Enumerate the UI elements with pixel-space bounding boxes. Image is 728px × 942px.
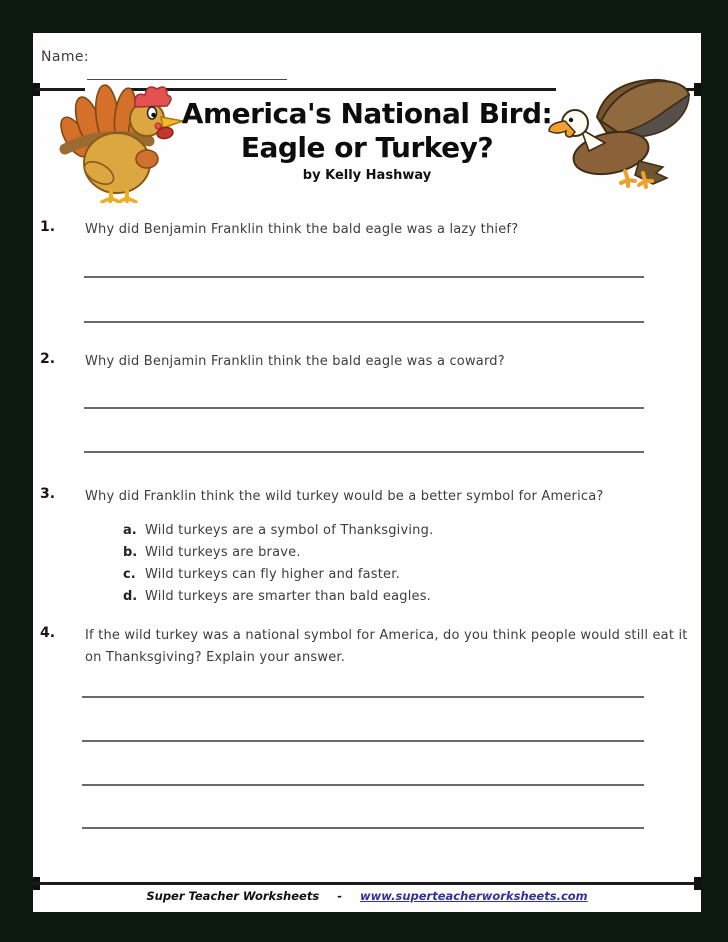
choice-c-text: Wild turkeys can fly higher and faster. — [145, 567, 400, 582]
page-title-line1: America's National Bird: — [181, 97, 553, 130]
title-block — [133, 97, 601, 183]
name-label: Name: — [41, 49, 90, 65]
answer-line — [84, 407, 644, 409]
footer-rule — [33, 882, 701, 885]
answer-line — [82, 696, 644, 698]
worksheet-sheet — [33, 33, 701, 912]
answer-line — [84, 451, 644, 453]
choice-a-text: Wild turkeys are a symbol of Thanksgiving. — [145, 523, 434, 538]
footer-separator: - — [337, 889, 342, 903]
question-4-number: 4. — [40, 625, 56, 641]
choice-a-letter: a. — [123, 523, 137, 538]
footer-brand: Super Teacher Worksheets — [146, 889, 320, 903]
question-2-text: Why did Benjamin Franklin think the bald eagle was a coward? — [85, 354, 505, 369]
choice-b-text: Wild turkeys are brave. — [145, 545, 301, 560]
answer-line — [84, 276, 644, 278]
header-rule-right-cap — [694, 83, 701, 96]
question-1-number: 1. — [40, 219, 56, 235]
footer-url-link[interactable]: www.superteacherworksheets.com — [359, 889, 588, 903]
answer-line — [84, 321, 644, 323]
choice-c-letter: c. — [123, 567, 136, 582]
answer-line — [82, 784, 644, 786]
question-3-text: Why did Franklin think the wild turkey would be a better symbol for America? — [85, 489, 604, 504]
answer-line — [82, 740, 644, 742]
choice-d-text: Wild turkeys are smarter than bald eagles. — [145, 589, 432, 604]
choice-b-letter: b. — [123, 545, 138, 560]
question-1-text: Why did Benjamin Franklin think the bald eagle was a lazy thief? — [85, 222, 519, 237]
page-title-line2: Eagle or Turkey? — [240, 131, 494, 164]
byline: by Kelly Hashway — [302, 168, 432, 183]
footer — [33, 889, 701, 903]
question-4-text: If the wild turkey was a national symbol for America, do you think people would still eat it on Thanksgiving? Explain your answer. — [85, 628, 688, 665]
question-2-number: 2. — [40, 351, 56, 367]
choice-d-letter: d. — [123, 589, 138, 604]
question-3-number: 3. — [40, 486, 56, 502]
answer-line — [82, 827, 644, 829]
header-rule-mid — [131, 88, 556, 91]
